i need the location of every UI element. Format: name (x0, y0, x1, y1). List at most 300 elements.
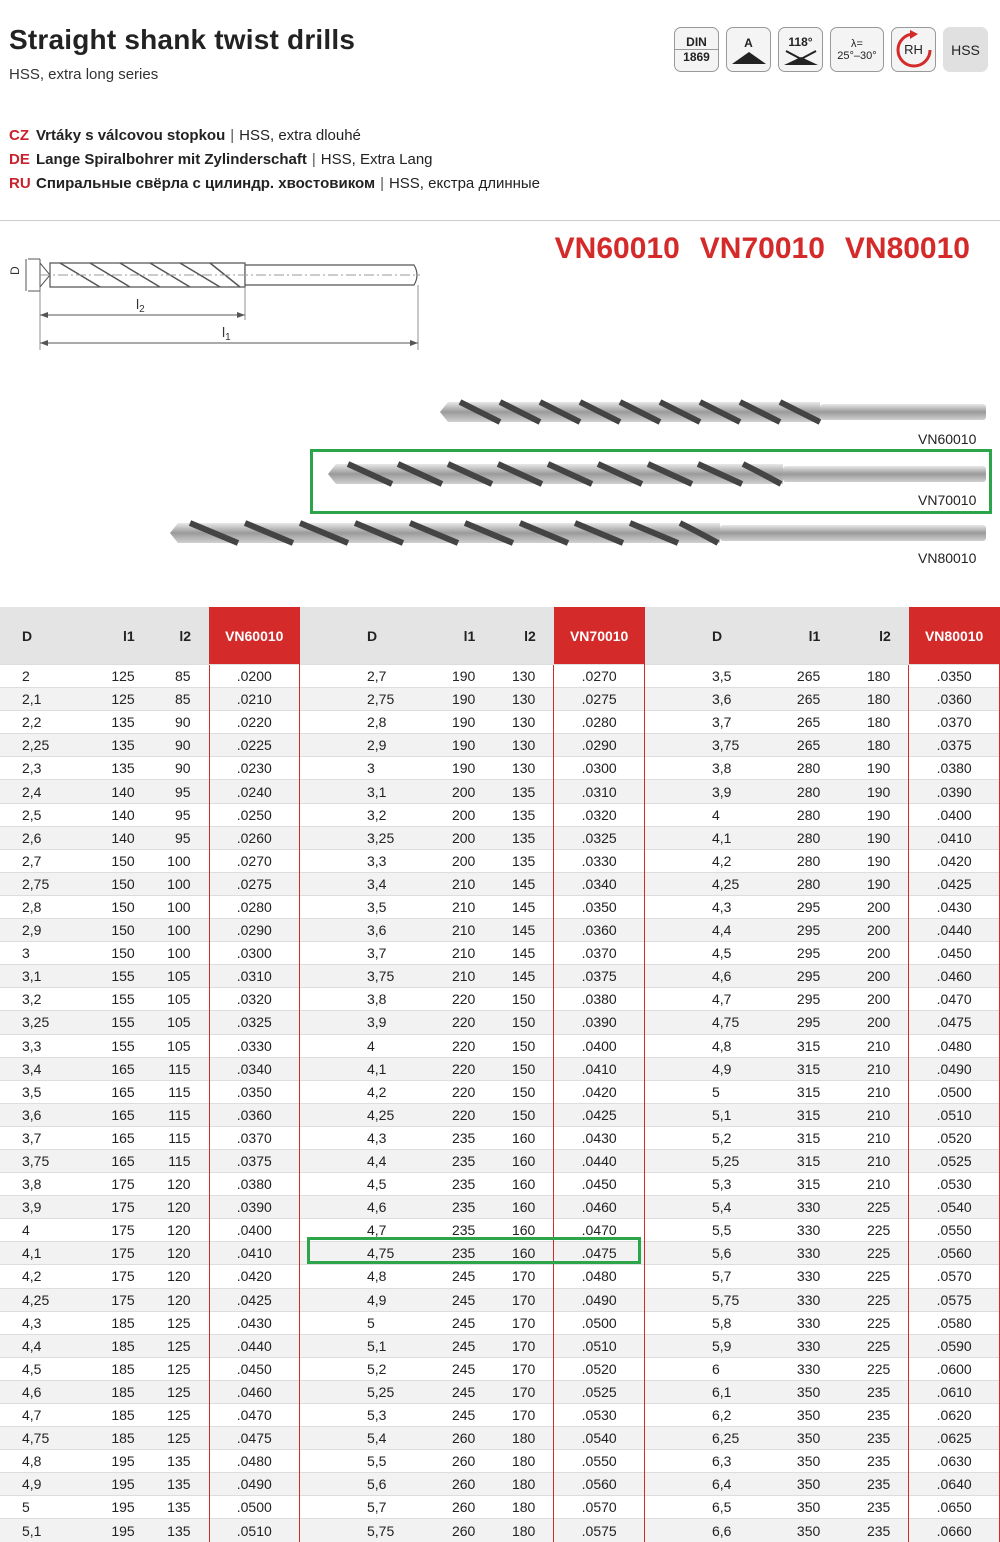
cell-l2: 225 (826, 1357, 909, 1380)
cell-l1: 260 (421, 1519, 481, 1542)
col-header-d: D (300, 607, 421, 665)
cell-code: .0490 (554, 1288, 645, 1311)
table-row (645, 1126, 1000, 1149)
product-code: VN70010 (699, 232, 825, 265)
cell-l2: 235 (826, 1519, 909, 1542)
product-code-list (555, 232, 970, 266)
table-row (645, 1219, 1000, 1242)
cell-code: .0470 (909, 988, 1000, 1011)
cell-code: .0460 (209, 1380, 299, 1403)
cell-l1: 220 (421, 1080, 481, 1103)
cell-l1: 185 (80, 1357, 140, 1380)
cell-code: .0360 (554, 919, 645, 942)
cell-d: 5,75 (300, 1519, 421, 1542)
cell-l2: 180 (826, 711, 909, 734)
cell-l1: 280 (766, 872, 826, 895)
cell-l2: 190 (826, 803, 909, 826)
cell-code: .0370 (554, 942, 645, 965)
cell-l1: 190 (421, 665, 481, 688)
cell-l1: 245 (421, 1311, 481, 1334)
table-row (0, 1265, 300, 1288)
cell-l2: 95 (141, 826, 209, 849)
cell-l1: 185 (80, 1311, 140, 1334)
cell-code: .0325 (209, 1011, 299, 1034)
table-row (300, 1057, 645, 1080)
cell-code: .0470 (209, 1404, 299, 1427)
cell-l1: 245 (421, 1265, 481, 1288)
col-header-code: VN80010 (909, 607, 1000, 665)
cell-d: 3,3 (0, 1034, 80, 1057)
cell-d: 2,6 (0, 826, 80, 849)
cell-code: .0240 (209, 780, 299, 803)
table-row (300, 872, 645, 895)
cell-code: .0400 (909, 803, 1000, 826)
col-header-l2: l2 (481, 607, 554, 665)
cell-d: 2,2 (0, 711, 80, 734)
cell-l1: 175 (80, 1196, 140, 1219)
table-row (300, 1519, 645, 1542)
table-row (645, 1427, 1000, 1450)
cell-l1: 125 (80, 665, 140, 688)
cell-d: 5,3 (645, 1173, 766, 1196)
table-row (300, 1149, 645, 1172)
table-row (645, 1173, 1000, 1196)
drill-label: VN60010 (918, 431, 977, 447)
cell-l1: 175 (80, 1173, 140, 1196)
spec-table-vn80010 (645, 607, 1000, 1542)
cell-d: 5,4 (645, 1196, 766, 1219)
cell-l2: 125 (141, 1404, 209, 1427)
din-badge-bottom: 1869 (675, 49, 718, 64)
cell-code: .0390 (909, 780, 1000, 803)
din-badge (674, 27, 719, 72)
cell-l2: 200 (826, 919, 909, 942)
header-divider (0, 220, 1000, 221)
table-row (0, 942, 300, 965)
table-row (0, 1173, 300, 1196)
cell-l2: 210 (826, 1057, 909, 1080)
table-row (300, 757, 645, 780)
cell-l1: 295 (766, 988, 826, 1011)
cell-d: 4,1 (645, 826, 766, 849)
cell-d: 4,2 (645, 849, 766, 872)
cell-code: .0550 (554, 1450, 645, 1473)
cell-code: .0550 (909, 1219, 1000, 1242)
cell-l1: 260 (421, 1427, 481, 1450)
table-row (300, 1473, 645, 1496)
cell-d: 6,4 (645, 1473, 766, 1496)
language-separator: | (311, 151, 316, 168)
table-row (645, 826, 1000, 849)
schema-label-d: D (8, 266, 22, 275)
cell-l2: 105 (141, 965, 209, 988)
point-angle-icon (784, 49, 818, 65)
cell-l2: 135 (141, 1473, 209, 1496)
table-row (300, 895, 645, 918)
cell-code: .0580 (909, 1311, 1000, 1334)
cell-l2: 225 (826, 1242, 909, 1265)
cell-l1: 165 (80, 1057, 140, 1080)
page-subtitle: HSS, extra long series (9, 66, 159, 83)
cell-l1: 265 (766, 688, 826, 711)
table-row (0, 988, 300, 1011)
cell-l2: 200 (826, 965, 909, 988)
cell-code: .0530 (554, 1404, 645, 1427)
table-row (645, 1103, 1000, 1126)
cell-l2: 180 (481, 1473, 554, 1496)
cell-code: .0410 (209, 1242, 299, 1265)
cell-l1: 330 (766, 1219, 826, 1242)
table-row (0, 919, 300, 942)
cell-l1: 140 (80, 780, 140, 803)
cell-l2: 210 (826, 1173, 909, 1196)
cell-d: 3,75 (0, 1149, 80, 1172)
cell-l1: 265 (766, 711, 826, 734)
language-row-ru (9, 172, 540, 196)
table-row (645, 988, 1000, 1011)
cell-code: .0480 (909, 1034, 1000, 1057)
cell-l2: 135 (481, 780, 554, 803)
cell-l2: 210 (826, 1080, 909, 1103)
table-row (300, 1334, 645, 1357)
cell-code: .0525 (554, 1380, 645, 1403)
table-row (300, 711, 645, 734)
table-row (645, 1288, 1000, 1311)
table-row (300, 965, 645, 988)
cell-code: .0370 (909, 711, 1000, 734)
table-row (300, 1126, 645, 1149)
cell-l1: 280 (766, 826, 826, 849)
cell-l2: 120 (141, 1219, 209, 1242)
cell-l2: 95 (141, 803, 209, 826)
cell-l2: 130 (481, 711, 554, 734)
cell-l2: 90 (141, 711, 209, 734)
cell-d: 4,6 (300, 1196, 421, 1219)
cell-code: .0490 (209, 1473, 299, 1496)
cell-d: 6,25 (645, 1427, 766, 1450)
table-row (645, 1034, 1000, 1057)
cell-l1: 350 (766, 1496, 826, 1519)
cell-code: .0425 (909, 872, 1000, 895)
col-header-code: VN70010 (554, 607, 645, 665)
cell-l2: 160 (481, 1219, 554, 1242)
cell-l1: 295 (766, 919, 826, 942)
cell-code: .0470 (554, 1219, 645, 1242)
cell-l2: 200 (826, 1011, 909, 1034)
table-row (645, 1473, 1000, 1496)
product-code: VN60010 (554, 232, 680, 265)
table-row (0, 1103, 300, 1126)
cell-l1: 295 (766, 895, 826, 918)
table-row (645, 688, 1000, 711)
table-row (300, 919, 645, 942)
cell-l1: 280 (766, 780, 826, 803)
cell-l1: 150 (80, 919, 140, 942)
cell-code: .0410 (909, 826, 1000, 849)
table-row (645, 734, 1000, 757)
cell-d: 4,75 (645, 1011, 766, 1034)
language-desc: HSS, Extra Lang (320, 151, 433, 168)
cell-l2: 100 (141, 942, 209, 965)
cell-code: .0310 (209, 965, 299, 988)
cell-l1: 135 (80, 734, 140, 757)
cell-l2: 105 (141, 1011, 209, 1034)
cell-l2: 145 (481, 965, 554, 988)
cell-d: 5,5 (300, 1450, 421, 1473)
cell-code: .0540 (554, 1427, 645, 1450)
cell-l1: 200 (421, 780, 481, 803)
cell-d: 5,6 (645, 1242, 766, 1265)
cell-l2: 120 (141, 1265, 209, 1288)
cell-code: .0540 (909, 1196, 1000, 1219)
cell-d: 5,1 (645, 1103, 766, 1126)
cell-code: .0300 (554, 757, 645, 780)
cell-d: 2 (0, 665, 80, 688)
cell-code: .0590 (909, 1334, 1000, 1357)
cell-l2: 160 (481, 1173, 554, 1196)
table-row (300, 665, 645, 688)
cell-l2: 120 (141, 1288, 209, 1311)
cell-d: 2,8 (0, 895, 80, 918)
table-row (0, 757, 300, 780)
cell-l1: 330 (766, 1288, 826, 1311)
table-row (0, 826, 300, 849)
cell-l1: 245 (421, 1357, 481, 1380)
table-row (645, 1311, 1000, 1334)
cell-code: .0460 (909, 965, 1000, 988)
cell-d: 2,75 (0, 872, 80, 895)
cell-l1: 185 (80, 1404, 140, 1427)
cell-code: .0440 (209, 1334, 299, 1357)
cell-l1: 350 (766, 1404, 826, 1427)
cell-code: .0330 (209, 1034, 299, 1057)
col-header-l2: l2 (141, 607, 209, 665)
type-a-icon (732, 50, 766, 64)
cell-code: .0340 (554, 872, 645, 895)
cell-d: 6,6 (645, 1519, 766, 1542)
cell-code: .0610 (909, 1380, 1000, 1403)
table-row (300, 1357, 645, 1380)
cell-l1: 195 (80, 1473, 140, 1496)
cell-l2: 145 (481, 919, 554, 942)
cell-code: .0510 (909, 1103, 1000, 1126)
cell-d: 5,7 (645, 1265, 766, 1288)
cell-l1: 185 (80, 1427, 140, 1450)
cell-l1: 175 (80, 1288, 140, 1311)
table-row (645, 1450, 1000, 1473)
cell-d: 3,6 (0, 1103, 80, 1126)
table-row (0, 872, 300, 895)
drill-label: VN70010 (918, 492, 977, 508)
cell-d: 4,3 (0, 1311, 80, 1334)
cell-l1: 235 (421, 1219, 481, 1242)
language-desc: HSS, extra dlouhé (239, 127, 361, 144)
cell-l2: 170 (481, 1334, 554, 1357)
cell-d: 2,4 (0, 780, 80, 803)
point-angle-badge (778, 27, 823, 72)
cell-d: 4,25 (0, 1288, 80, 1311)
table-row (645, 780, 1000, 803)
hss-badge (943, 27, 988, 72)
cell-d: 6,2 (645, 1404, 766, 1427)
cell-l1: 245 (421, 1334, 481, 1357)
table-row (300, 1173, 645, 1196)
cell-l2: 210 (826, 1126, 909, 1149)
cell-code: .0440 (554, 1149, 645, 1172)
cell-l1: 220 (421, 1057, 481, 1080)
cell-d: 2,1 (0, 688, 80, 711)
cell-l1: 235 (421, 1149, 481, 1172)
table-row (645, 895, 1000, 918)
table-row (0, 734, 300, 757)
col-header-l2: l2 (826, 607, 909, 665)
cell-l2: 160 (481, 1196, 554, 1219)
cell-l1: 190 (421, 757, 481, 780)
cell-l2: 130 (481, 757, 554, 780)
cell-d: 5,7 (300, 1496, 421, 1519)
cell-d: 6 (645, 1357, 766, 1380)
table-row (645, 1080, 1000, 1103)
highlight-box-row (307, 1237, 641, 1264)
cell-code: .0275 (209, 872, 299, 895)
cell-code: .0560 (909, 1242, 1000, 1265)
cell-d: 5,8 (645, 1311, 766, 1334)
table-row (0, 1080, 300, 1103)
cell-code: .0420 (554, 1080, 645, 1103)
cell-d: 3,8 (645, 757, 766, 780)
cell-l2: 90 (141, 757, 209, 780)
helix-angle-top: λ= (851, 37, 863, 50)
cell-d: 6,5 (645, 1496, 766, 1519)
cell-l1: 295 (766, 942, 826, 965)
drill-image-vn80010 (170, 519, 988, 547)
table-row (0, 1519, 300, 1542)
cell-d: 3,8 (0, 1173, 80, 1196)
rh-label: RH (904, 42, 923, 57)
cell-code: .0350 (909, 665, 1000, 688)
cell-code: .0510 (554, 1334, 645, 1357)
table-row (0, 1219, 300, 1242)
language-name: Lange Spiralbohrer mit Zylinderschaft (36, 151, 307, 168)
cell-code: .0430 (909, 895, 1000, 918)
cell-d: 3,25 (0, 1011, 80, 1034)
table-row (645, 711, 1000, 734)
cell-l2: 225 (826, 1334, 909, 1357)
cell-d: 3,6 (300, 919, 421, 942)
cell-l1: 350 (766, 1450, 826, 1473)
cell-l2: 180 (826, 734, 909, 757)
cell-d: 5 (0, 1496, 80, 1519)
cell-l1: 235 (421, 1173, 481, 1196)
cell-d: 4,8 (300, 1265, 421, 1288)
cell-code: .0500 (909, 1080, 1000, 1103)
cell-code: .0375 (209, 1149, 299, 1172)
table-row (645, 1357, 1000, 1380)
cell-l2: 85 (141, 688, 209, 711)
cell-l1: 330 (766, 1265, 826, 1288)
cell-d: 2,9 (0, 919, 80, 942)
cell-code: .0230 (209, 757, 299, 780)
cell-code: .0475 (209, 1427, 299, 1450)
cell-d: 4,3 (300, 1126, 421, 1149)
col-header-d: D (645, 607, 766, 665)
cell-l2: 135 (481, 826, 554, 849)
cell-d: 4,75 (300, 1242, 421, 1265)
cell-l2: 90 (141, 734, 209, 757)
cell-d: 4,7 (645, 988, 766, 1011)
cell-code: .0490 (909, 1057, 1000, 1080)
language-name: Vrtáky s válcovou stopkou (36, 127, 226, 144)
cell-l2: 200 (826, 895, 909, 918)
cell-l2: 225 (826, 1219, 909, 1242)
cell-code: .0400 (209, 1219, 299, 1242)
language-separator: | (230, 127, 235, 144)
table-row (0, 1288, 300, 1311)
cell-l1: 220 (421, 1034, 481, 1057)
cell-l1: 260 (421, 1473, 481, 1496)
cell-l1: 190 (421, 711, 481, 734)
table-row (0, 1380, 300, 1403)
cell-l1: 210 (421, 919, 481, 942)
table-row (0, 1450, 300, 1473)
cell-l1: 315 (766, 1173, 826, 1196)
cell-l2: 225 (826, 1265, 909, 1288)
cell-l1: 295 (766, 965, 826, 988)
cell-d: 3,25 (300, 826, 421, 849)
cell-l1: 350 (766, 1473, 826, 1496)
table-row (0, 1034, 300, 1057)
cell-l2: 160 (481, 1126, 554, 1149)
cell-l1: 315 (766, 1103, 826, 1126)
table-row (0, 895, 300, 918)
cell-l2: 210 (826, 1103, 909, 1126)
cell-l2: 190 (826, 849, 909, 872)
cell-l2: 125 (141, 1427, 209, 1450)
cell-d: 4,2 (300, 1080, 421, 1103)
din-badge-top: DIN (686, 35, 707, 49)
cell-d: 4,4 (0, 1334, 80, 1357)
cell-d: 4,8 (0, 1450, 80, 1473)
cell-code: .0525 (909, 1149, 1000, 1172)
cell-code: .0325 (554, 826, 645, 849)
table-row (300, 1288, 645, 1311)
cell-d: 4,8 (645, 1034, 766, 1057)
cell-code: .0210 (209, 688, 299, 711)
cell-l1: 185 (80, 1380, 140, 1403)
cell-l1: 185 (80, 1334, 140, 1357)
cell-l1: 210 (421, 965, 481, 988)
cell-d: 5,1 (0, 1519, 80, 1542)
table-row (0, 849, 300, 872)
cell-d: 3,4 (300, 872, 421, 895)
cell-l2: 95 (141, 780, 209, 803)
cell-code: .0390 (554, 1011, 645, 1034)
cell-l1: 315 (766, 1080, 826, 1103)
spec-table-vn70010 (300, 607, 645, 1542)
cell-d: 5,75 (645, 1288, 766, 1311)
cell-code: .0425 (209, 1288, 299, 1311)
table-row (300, 803, 645, 826)
cell-l2: 100 (141, 849, 209, 872)
cell-d: 4,5 (0, 1357, 80, 1380)
cell-l1: 125 (80, 688, 140, 711)
cell-d: 5,3 (300, 1404, 421, 1427)
cell-l1: 175 (80, 1219, 140, 1242)
cell-l2: 135 (141, 1519, 209, 1542)
table-row (0, 665, 300, 688)
rh-badge (891, 27, 936, 72)
cell-d: 5,9 (645, 1334, 766, 1357)
